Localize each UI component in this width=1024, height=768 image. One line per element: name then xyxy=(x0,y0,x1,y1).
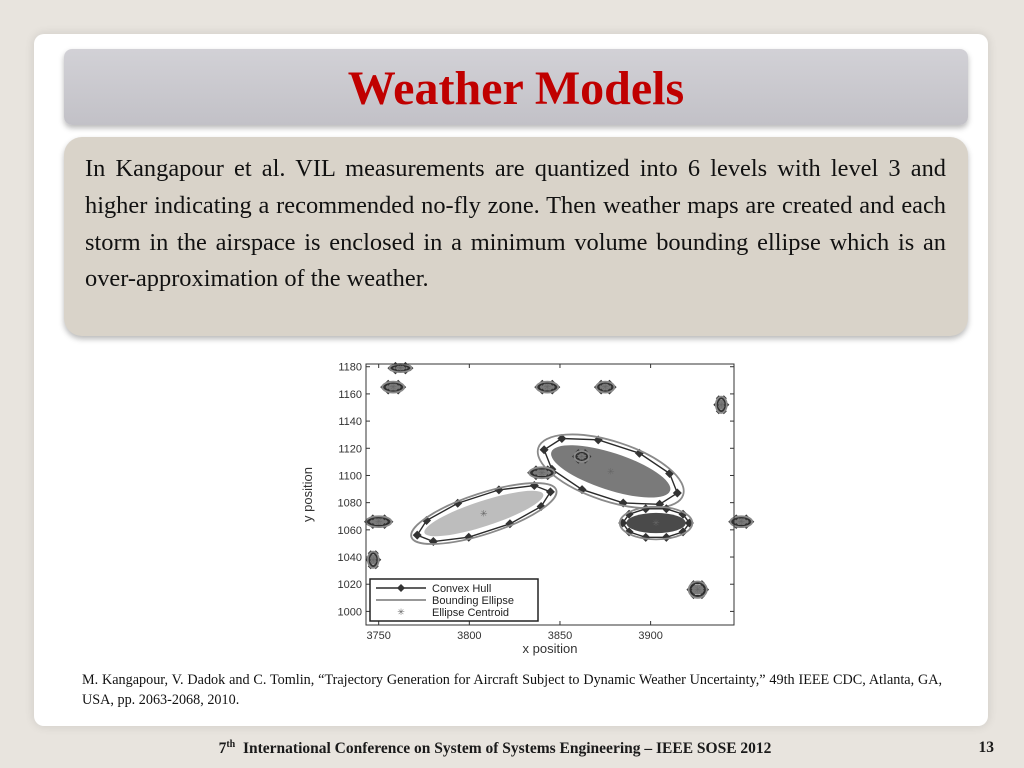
legend-star-icon: ✳ xyxy=(397,607,405,617)
ellipse-centroid: ✳ xyxy=(480,508,488,519)
ellipse-centroid: ✳ xyxy=(652,518,660,529)
legend-layer xyxy=(370,579,538,621)
ellipse-centroid: ✳ xyxy=(389,382,397,393)
x-axis-label: x position xyxy=(522,641,578,656)
y-tick-label: 1100 xyxy=(338,470,362,483)
ellipse-centroid: ✳ xyxy=(538,467,546,478)
x-tick-label: 3750 xyxy=(366,630,391,642)
storm-ellipse-chart xyxy=(296,354,746,656)
ellipse-centroid: ✳ xyxy=(606,466,615,477)
y-tick-label: 1000 xyxy=(337,606,362,619)
weather-layer xyxy=(368,366,750,604)
ellipse-centroid: ✳ xyxy=(543,382,552,393)
page-number: 13 xyxy=(978,739,994,756)
footer-conference xyxy=(0,739,990,758)
y-tick-label: 1020 xyxy=(337,579,362,592)
ellipse-centroid: ✳ xyxy=(577,451,586,462)
ellipse-centroid: ✳ xyxy=(737,516,746,527)
y-tick-label: 1040 xyxy=(337,552,362,565)
body-paragraph: In Kangapour et al. VIL measurements are quantized into 6 levels with level 3 and higher indicating a recommended no-fly zone. Then weather maps are created and each storm in the airspace is enclosed in a minimum volume bounding ellipse which is an over-approximation of the weather. xyxy=(85,155,946,293)
citation: M. Kangapour, V. Dadok and C. Tomlin, “Trajectory Generation for Aircraft Subject to Dynamic Weather Uncertainty,” 49th IEEE CDC, Atlanta, GA, USA, pp. 2063-2068, 2010. xyxy=(82,672,942,708)
hull-vertex xyxy=(665,469,674,478)
hull-vertex xyxy=(546,487,555,496)
ellipse-centroid: ✳ xyxy=(396,363,405,374)
footer xyxy=(0,736,1024,764)
slide-title: Weather Models xyxy=(347,62,685,115)
x-tick-label: 3850 xyxy=(547,630,573,642)
hull-vertex xyxy=(413,531,422,540)
ellipse-layer xyxy=(364,362,754,608)
y-tick-label: 1180 xyxy=(338,361,362,374)
hull-vertex xyxy=(641,533,650,542)
legend-label: Ellipse Centroid xyxy=(432,607,510,619)
ellipse-centroid: ✳ xyxy=(374,516,383,527)
y-tick-label: 1160 xyxy=(338,388,362,401)
footer-ordinal-number: 7 xyxy=(218,740,227,757)
title-banner xyxy=(64,49,968,125)
hull-vertex xyxy=(641,504,650,513)
footer-conference-name: International Conference on System of Systems Engineering – IEEE SOSE 2012 xyxy=(242,740,772,757)
ellipse-centroid: ✳ xyxy=(369,554,378,565)
y-tick-label: 1060 xyxy=(337,524,362,537)
x-tick-label: 3800 xyxy=(457,630,482,642)
hull-vertex xyxy=(673,489,682,498)
footer-ordinal-suffix: th xyxy=(226,739,236,750)
legend-label: Convex Hull xyxy=(432,583,492,595)
ellipse-centroid: ✳ xyxy=(693,584,702,595)
ellipse-centroid: ✳ xyxy=(717,399,726,410)
y-axis-label: y position xyxy=(300,467,315,522)
chart-svg xyxy=(296,354,746,656)
y-tick-label: 1120 xyxy=(338,443,362,456)
x-tick-label: 3900 xyxy=(638,630,663,642)
y-tick-label: 1080 xyxy=(337,497,362,510)
hull-vertex xyxy=(662,533,671,542)
ellipse-centroid: ✳ xyxy=(601,382,610,393)
body-text-box xyxy=(64,137,968,336)
hull-vertex xyxy=(540,445,549,454)
y-tick-label: 1140 xyxy=(338,416,362,429)
legend-label: Bounding Ellipse xyxy=(432,595,514,607)
